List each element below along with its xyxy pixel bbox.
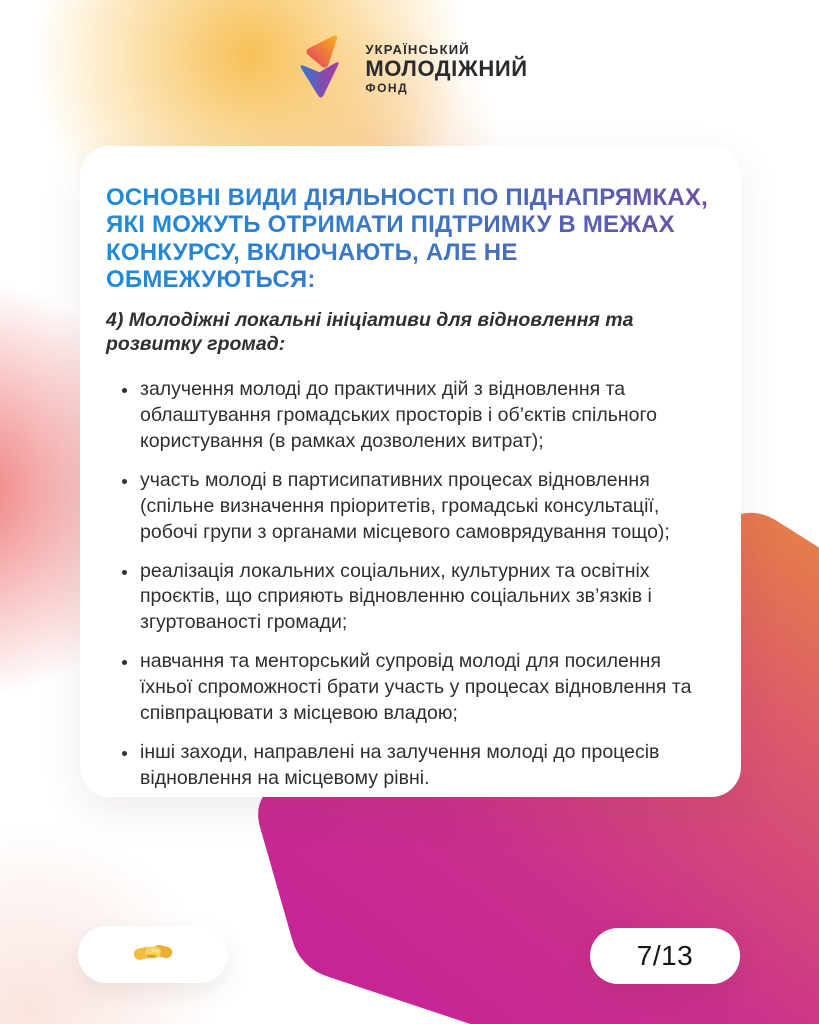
bullet-list xyxy=(106,377,713,792)
bullet-item: реалізація локальних соціальних, культурних та освітніх проєктів, що сприяють відновленню соціальних зв’язків і згуртованості громади; xyxy=(140,559,713,637)
bullet-item: інші заходи, направлені на залучення молоді до процесів відновлення на місцевому рівні. xyxy=(140,740,713,792)
bullet-item: участь молоді в партисипативних процесах відновлення (спільне визначення пріоритетів, громадські консультації, робочі групи з органами місцевого самоврядування тощо); xyxy=(140,468,713,546)
logo xyxy=(0,26,819,111)
logo-text-line1: УКРАЇНСЬКИЙ xyxy=(365,42,470,58)
card-heading: ОСНОВНІ ВИДИ ДІЯЛЬНОСТІ ПО ПІДНАПРЯМКАХ, ЯКІ МОЖУТЬ ОТРИМАТИ ПІДТРИМКУ В МЕЖАХ КОНКУРСУ, ВКЛЮЧАЮТЬ, АЛЕ НЕ ОБМЕЖУЮТЬСЯ: xyxy=(106,184,713,293)
bullet-item: залучення молоді до практичних дій з відновлення та облаштування громадських просторів і об’єктів спільного користування (в рамках дозволених витрат); xyxy=(140,377,713,455)
bullet-item: навчання та менторський супровід молоді для посилення їхньої спроможності брати участь у процесах відновлення та співпрацювати з місцевою владою; xyxy=(140,649,713,727)
handshake-pill xyxy=(78,926,228,983)
logo-text-line2: МОЛОДІЖНИЙ xyxy=(365,56,528,82)
page-indicator-pill xyxy=(590,928,740,984)
logo-text-line3: ФОНД xyxy=(365,80,409,95)
card-subtitle: 4) Молодіжні локальні ініціативи для відновлення та розвитку громад: xyxy=(106,309,634,356)
logo-mark-icon xyxy=(291,26,353,111)
page-indicator: 7/13 xyxy=(636,940,694,971)
content-card xyxy=(80,146,741,797)
handshake-icon xyxy=(132,938,174,971)
